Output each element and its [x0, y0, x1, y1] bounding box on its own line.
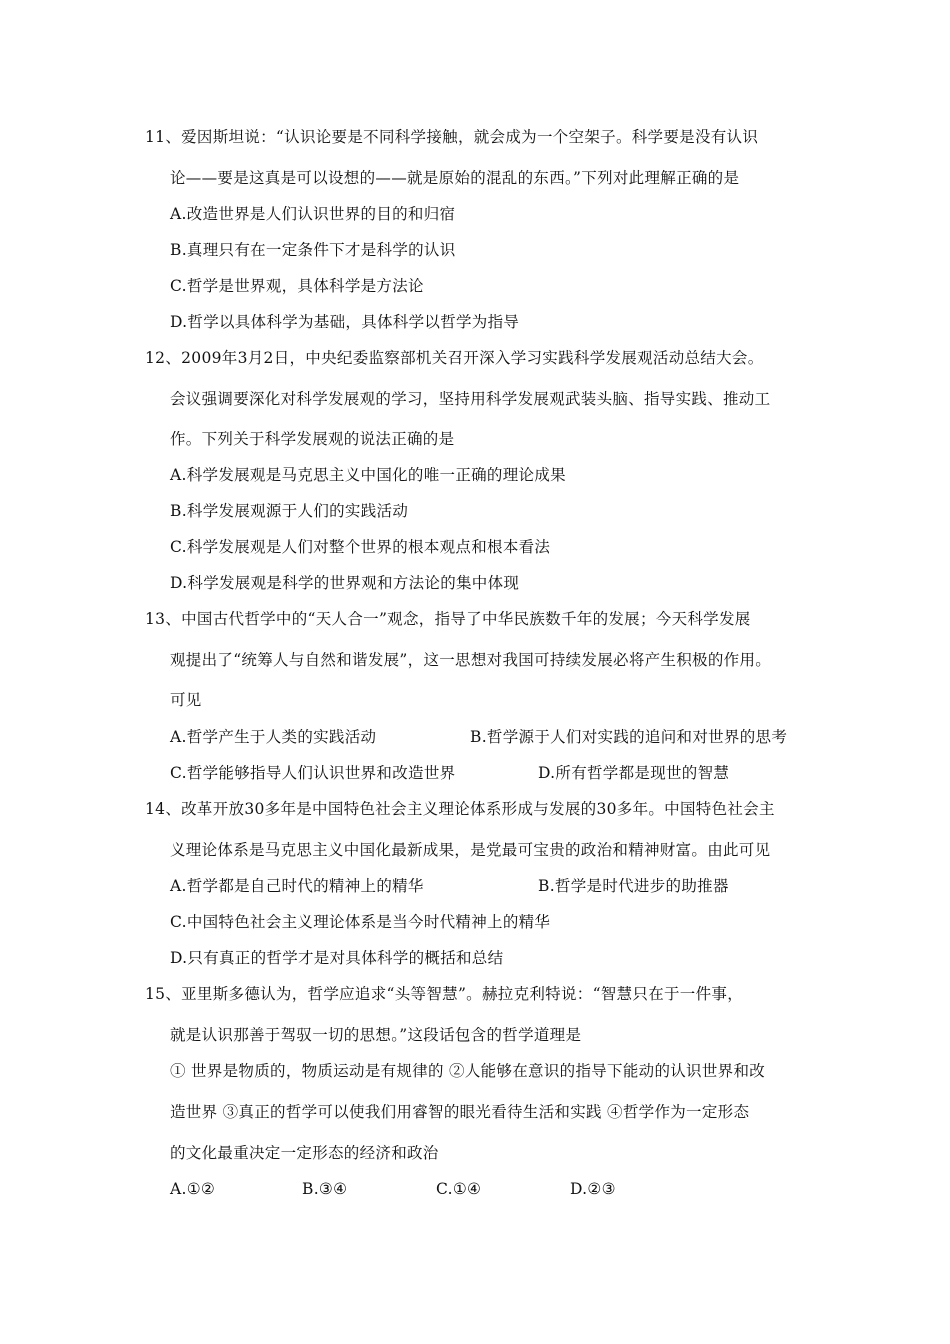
q15-option-a: A.①②	[170, 1180, 216, 1198]
q13-option-c: C.哲学能够指导人们认识世界和改造世界	[170, 764, 456, 782]
q14-option-b: B.哲学是时代进步的助推器	[538, 877, 729, 895]
q15-option-d: D.②③	[570, 1180, 616, 1198]
q12-option-b: B.科学发展观源于人们的实践活动	[170, 502, 409, 520]
q15-stem-line-4: 造世界 ③真正的哲学可以使我们用睿智的眼光看待生活和实践 ④哲学作为一定形态	[170, 1103, 750, 1121]
q15-option-c: C.①④	[436, 1180, 482, 1198]
q13-option-a: A.哲学产生于人类的实践活动	[170, 728, 377, 746]
q11-option-d: D.哲学以具体科学为基础，具体科学以哲学为指导	[170, 313, 520, 331]
q14-option-c: C.中国特色社会主义理论体系是当今时代精神上的精华	[170, 913, 551, 931]
q14-option-d: D.只有真正的哲学才是对具体科学的概括和总结	[170, 949, 504, 967]
q12-option-a: A.科学发展观是马克思主义中国化的唯一正确的理论成果	[170, 466, 566, 484]
q14-stem-line-2: 义理论体系是马克思主义中国化最新成果，是党最可宝贵的政治和精神财富。由此可见	[170, 841, 771, 859]
q13-option-b: B.哲学源于人们对实践的追问和对世界的思考	[470, 728, 788, 746]
q15-stem-line-2: 就是认识那善于驾驭一切的思想。”这段话包含的哲学道理是	[170, 1026, 582, 1044]
q15-stem-line-3: ① 世界是物质的，物质运动是有规律的 ②人能够在意识的指导下能动的认识世界和改	[170, 1062, 766, 1080]
q12-option-c: C.科学发展观是人们对整个世界的根本观点和根本看法	[170, 538, 551, 556]
q11-option-b: B.真理只有在一定条件下才是科学的认识	[170, 241, 456, 259]
q11-option-c: C.哲学是世界观，具体科学是方法论	[170, 277, 424, 295]
q11-stem-line-2: 论——要是这真是可以设想的——就是原始的混乱的东西。”下列对此理解正确的是	[170, 169, 740, 187]
q13-option-d: D.所有哲学都是现世的智慧	[538, 764, 730, 782]
q12-stem-line-2: 会议强调要深化对科学发展观的学习，坚持用科学发展观武装头脑、指导实践、推动工	[170, 390, 771, 408]
q15-option-b: B.③④	[302, 1180, 348, 1198]
q13-stem-line-3: 可见	[170, 691, 202, 709]
q15-stem-line-1: 15、亚里斯多德认为，哲学应追求“头等智慧”。赫拉克利特说：“智慧只在于一件事，	[145, 985, 743, 1003]
q13-stem-line-1: 13、中国古代哲学中的“天人合一”观念，指导了中华民族数千年的发展；今天科学发展	[145, 610, 751, 628]
q14-option-a: A.哲学都是自己时代的精神上的精华	[170, 877, 424, 895]
q12-stem-line-3: 作。下列关于科学发展观的说法正确的是	[170, 430, 455, 448]
q14-stem-line-1: 14、改革开放30多年是中国特色社会主义理论体系形成与发展的30多年。中国特色社会主	[145, 800, 775, 818]
q12-option-d: D.科学发展观是科学的世界观和方法论的集中体现	[170, 574, 520, 592]
q12-stem-line-1: 12、2009年3月2日，中央纪委监察部机关召开深入学习实践科学发展观活动总结大会。	[145, 349, 764, 367]
q15-stem-line-5: 的文化最重决定一定形态的经济和政治	[170, 1144, 439, 1162]
q11-option-a: A.改造世界是人们认识世界的目的和归宿	[170, 205, 456, 223]
q13-stem-line-2: 观提出了“统筹人与自然和谐发展”，这一思想对我国可持续发展必将产生积极的作用。	[170, 651, 772, 669]
q11-stem-line-1: 11、爱因斯坦说：“认识论要是不同科学接触，就会成为一个空架子。科学要是没有认识	[145, 128, 759, 146]
